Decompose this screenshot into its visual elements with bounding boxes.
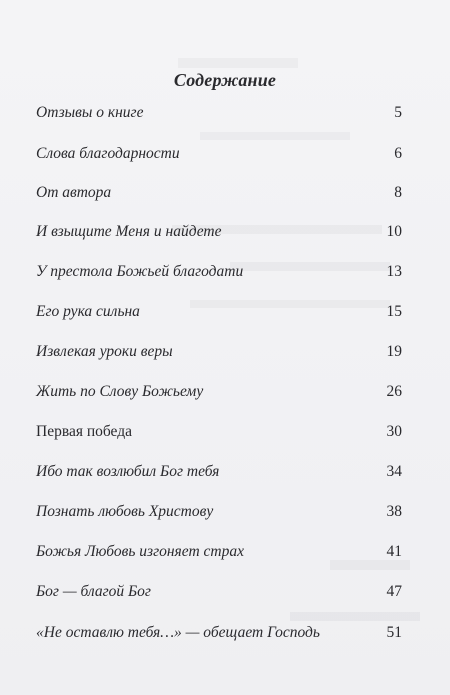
toc-entry [36,583,402,605]
toc-entry [36,503,402,525]
toc-entry-page-number: 47 [386,583,402,600]
toc-entry-page-number: 51 [386,624,402,641]
toc-entry [36,104,402,126]
toc-entry-label: Его рука сильна [36,303,140,320]
toc-entry-page-number: 19 [386,343,402,360]
toc-entry [36,303,402,325]
toc-entry-page-number: 6 [394,145,402,162]
toc-entry [36,263,402,285]
toc-entry-page-number: 13 [386,263,402,280]
toc-entry-label: Ибо так возлюбил Бог тебя [36,463,220,480]
toc-entry-label: Слова благодарности [36,145,180,162]
toc-entry-label: Божья Любовь изгоняет страх [36,543,244,560]
toc-entry [36,223,402,245]
toc-entry-page-number: 8 [394,184,402,201]
toc-entry [36,423,402,445]
toc-entry [36,624,402,646]
toc-entry-page-number: 41 [386,543,402,560]
toc-entry-label: У престола Божьей благодати [36,263,244,280]
toc-entry-page-number: 5 [394,104,402,121]
toc-entry [36,383,402,405]
toc-entry-page-number: 34 [386,463,402,480]
toc-entry-label: От автора [36,184,112,201]
toc-entry-label: Извлекая уроки веры [36,343,173,360]
toc-entry [36,145,402,167]
toc-heading: Содержание [173,70,277,90]
toc-entry-page-number: 38 [386,503,402,520]
toc-entry-page-number: 15 [386,303,402,320]
toc-entry-page-number: 26 [386,383,402,400]
toc-entry [36,463,402,485]
toc-entry-label: Бог — благой Бог [36,583,151,600]
toc-entry-label: Жить по Слову Божьему [36,383,204,400]
toc-entry-label: И взыщите Меня и найдете [36,223,222,240]
toc-entry [36,184,402,206]
toc-entry [36,343,402,365]
toc-entry-label: Отзывы о книге [36,104,144,121]
toc-entry-label: «Не оставлю тебя…» — обещает Господь [36,624,320,641]
toc-entry-label: Познать любовь Христову [36,503,214,520]
toc-entry-label: Первая победа [36,423,132,440]
toc-entry [36,543,402,565]
toc-entry-page-number: 10 [386,223,402,240]
toc-entry-page-number: 30 [386,423,402,440]
